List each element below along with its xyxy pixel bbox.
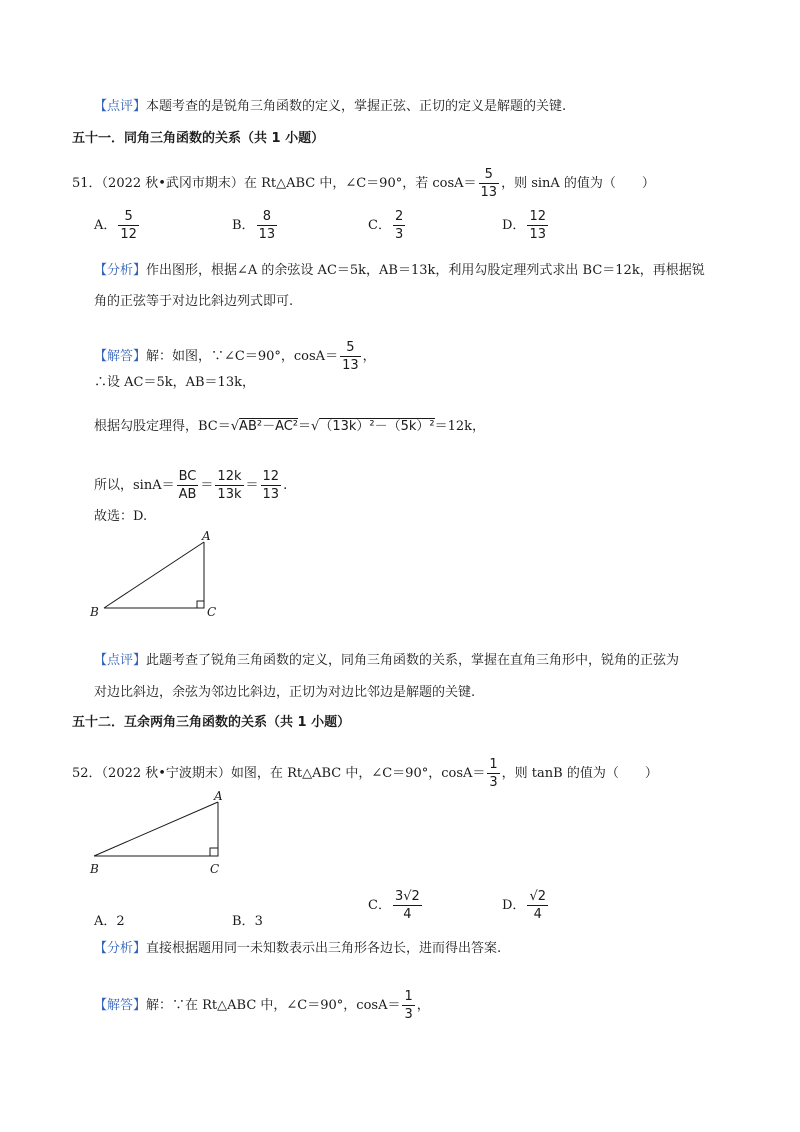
option-d[interactable] — [502, 888, 550, 923]
side-ab — [94, 802, 218, 856]
fraction-denominator: 13 — [480, 185, 498, 200]
fraction-12k-13k — [215, 468, 243, 503]
option-label: C． — [368, 218, 391, 233]
review-text: 本题考查的是锐角三角函数的定义，掌握正弦、正切的定义是解题的关键. — [146, 99, 567, 114]
triangle-figure-51 — [86, 528, 226, 620]
option-a[interactable] — [94, 910, 125, 929]
fraction-denominator: 3 — [394, 227, 404, 242]
option-b[interactable] — [232, 910, 263, 929]
side-ab — [104, 542, 204, 608]
review-line-51-2: 对边比斜边，余弦为邻边比斜边，正切为对边比邻边是解题的关键. — [94, 685, 476, 700]
vertex-label-b: B — [90, 605, 99, 619]
vertex-label-c: C — [207, 605, 217, 619]
solution-line-4 — [94, 468, 287, 503]
solution-punct: . — [283, 478, 288, 493]
fraction-bc-ab — [177, 468, 199, 503]
option-value: 3 — [254, 914, 263, 929]
fraction-denominator: 13 — [529, 227, 546, 242]
review-text: 此题考查了锐角三角函数的定义，同角三角函数的关系，掌握在直角三角形中，锐角的正弦为 — [146, 653, 680, 668]
question-tail: ，则 tanB 的值为（ ） — [501, 766, 658, 781]
solution-line-5: 故选：D. — [94, 509, 148, 524]
fraction-denominator: 4 — [403, 907, 412, 922]
fraction-numerator: 1 — [489, 757, 498, 772]
solution-text: 根据勾股定理得，BC＝ — [94, 419, 231, 434]
question-51-stem — [72, 166, 655, 201]
section-heading-52: 五十二．互余两角三角函数的关系（共 1 小题） — [72, 715, 351, 730]
review-line-51-1 — [94, 652, 679, 670]
review-tag: 【点评】 — [94, 99, 147, 114]
fraction-cos — [340, 339, 361, 374]
review-tag: 【点评】 — [94, 653, 147, 668]
fraction-numerator: √2 — [529, 889, 546, 904]
vertex-label-b: B — [90, 862, 99, 876]
analysis-tag: 【分析】 — [94, 263, 147, 278]
triangle-figure-52 — [84, 788, 234, 880]
option-d[interactable] — [502, 208, 550, 243]
vertex-label-c: C — [210, 862, 220, 876]
fraction-denominator: 13 — [262, 487, 280, 502]
option-label: B． — [232, 218, 255, 233]
solution-line-52-1 — [94, 988, 430, 1023]
fraction-numerator: 2 — [394, 209, 404, 224]
right-angle-mark — [210, 848, 218, 856]
analysis-text: 作出图形，根据∠A 的余弦设 AC＝5k，AB＝13k，利用勾股定理列式求出 BC＝12k，再根据锐 — [146, 263, 705, 278]
fraction-numerator: 1 — [404, 989, 413, 1004]
solution-text: 解：如图，∵∠C＝90°，cosA＝ — [146, 349, 339, 364]
option-a[interactable] — [94, 208, 141, 243]
fraction-numerator: 5 — [118, 208, 139, 226]
solution-tag: 【解答】 — [94, 998, 147, 1013]
fraction-cos — [487, 756, 499, 791]
right-angle-mark — [197, 601, 204, 608]
option-c[interactable] — [368, 888, 424, 923]
solution-text: ＝12k， — [434, 419, 486, 434]
vertex-label-a: A — [202, 529, 211, 543]
solution-line-2: ∴设 AC＝5k，AB＝13k， — [94, 375, 255, 390]
option-label: D． — [502, 218, 526, 233]
fraction-denominator: 13 — [342, 358, 359, 373]
fraction-numerator: 3√2 — [394, 889, 420, 904]
solution-text: 所以，sinA＝ — [94, 478, 175, 493]
option-fraction — [393, 888, 422, 923]
radicand-2: （13k）²－（5k）² — [319, 419, 435, 434]
fraction-cos — [402, 988, 414, 1023]
fraction-denominator: AB — [178, 487, 197, 502]
fraction-numerator: BC — [177, 468, 199, 486]
question-source: （2022 秋•武冈市期末）在 Rt△ABC 中，∠C＝90°，若 cosA＝ — [101, 176, 477, 191]
fraction-denominator: 12 — [120, 227, 137, 242]
analysis-tag: 【分析】 — [94, 941, 147, 956]
question-52-stem — [72, 756, 658, 791]
option-label: A． — [94, 218, 117, 233]
section-heading-51: 五十一．同角三角函数的关系（共 1 小题） — [72, 131, 325, 146]
option-b[interactable] — [232, 208, 279, 243]
fraction-numerator: 12 — [262, 469, 280, 484]
question-tail: ，则 sinA 的值为（ ） — [501, 176, 655, 191]
question-number: 52． — [72, 766, 102, 781]
radicand-1: AB²－AC² — [239, 419, 299, 434]
fraction-denominator: 13 — [258, 227, 276, 242]
option-c[interactable] — [368, 208, 407, 243]
option-label: B． — [232, 914, 255, 929]
option-value: 2 — [116, 914, 125, 929]
question-source: （2022 秋•宁波期末）如图，在 Rt△ABC 中，∠C＝90°，cosA＝ — [101, 766, 486, 781]
solution-punct: ， — [362, 349, 376, 364]
option-fraction — [257, 208, 278, 243]
solution-punct: ， — [416, 998, 430, 1013]
fraction-denominator: 4 — [533, 907, 542, 922]
vertex-label-a: A — [214, 789, 223, 803]
equals-sign: ＝ — [200, 478, 214, 493]
option-label: A． — [94, 914, 117, 929]
option-label: C． — [368, 898, 391, 913]
fraction-denominator: 13k — [217, 487, 242, 502]
analysis-text: 直接根据题用同一未知数表示出三角形各边长，进而得出答案. — [146, 941, 502, 956]
review-line-1 — [94, 98, 566, 116]
fraction-denominator: 3 — [404, 1007, 413, 1022]
solution-tag: 【解答】 — [94, 349, 147, 364]
equals-sign: ＝ — [245, 478, 259, 493]
option-fraction — [527, 208, 548, 243]
fraction-12-13 — [261, 468, 282, 503]
analysis-line-1 — [94, 262, 705, 280]
analysis-line-52 — [94, 940, 501, 958]
fraction-cos — [479, 166, 500, 201]
solution-text: 解：∵在 Rt△ABC 中，∠C＝90°，cosA＝ — [146, 998, 401, 1013]
option-fraction — [393, 208, 405, 243]
fraction-numerator: 12 — [529, 209, 546, 224]
solution-line-1 — [94, 339, 376, 374]
option-label: D． — [502, 898, 526, 913]
fraction-numerator: 12k — [217, 469, 242, 484]
analysis-line-2: 角的正弦等于对边比斜边列式即可. — [94, 294, 294, 309]
option-fraction — [118, 208, 139, 243]
fraction-denominator: 3 — [489, 775, 498, 790]
solution-line-3 — [94, 418, 485, 436]
equals-sign: ＝ — [298, 419, 312, 434]
option-fraction — [527, 888, 548, 923]
fraction-numerator: 5 — [479, 166, 500, 184]
sqrt-symbol: √ — [230, 419, 240, 434]
fraction-numerator: 5 — [340, 339, 361, 357]
fraction-numerator: 8 — [257, 208, 278, 226]
question-number: 51． — [72, 176, 102, 191]
sqrt-symbol: √ — [311, 419, 320, 434]
